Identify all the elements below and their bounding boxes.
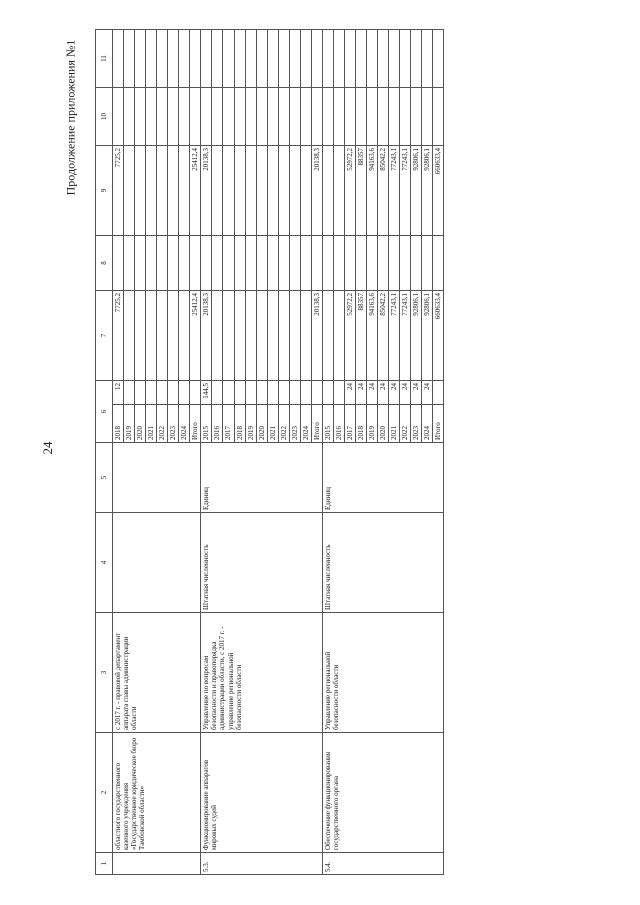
funding-total	[245, 291, 256, 381]
funding-federal	[333, 236, 344, 291]
funding-other	[422, 30, 433, 88]
responsible-executor: с 2017 г. - правовой департамент аппарата главы администрации области	[113, 613, 201, 733]
funding-regional: 660633,4	[433, 146, 444, 236]
year-cell: 2024	[300, 405, 311, 443]
funding-total	[234, 291, 245, 381]
funding-total	[278, 291, 289, 381]
measure-name: Обеспечение функционирования государственного органа	[322, 733, 444, 853]
page-number: 24	[40, 441, 55, 455]
value-cell	[212, 381, 223, 405]
funding-regional	[124, 146, 135, 236]
year-cell: 2024	[179, 405, 190, 443]
funding-local	[245, 88, 256, 146]
funding-federal	[157, 236, 168, 291]
funding-total	[223, 291, 234, 381]
col-header: 4	[96, 513, 113, 613]
value-cell	[278, 381, 289, 405]
funding-regional: 92806,1	[422, 146, 433, 236]
funding-local	[333, 88, 344, 146]
year-cell: 2019	[245, 405, 256, 443]
funding-total: 77243,1	[389, 291, 400, 381]
value-cell	[190, 381, 201, 405]
funding-regional	[289, 146, 300, 236]
funding-total	[135, 291, 146, 381]
funding-other	[289, 30, 300, 88]
col-header: 3	[96, 613, 113, 733]
funding-other	[378, 30, 389, 88]
funding-total	[212, 291, 223, 381]
funding-regional: 7725,2	[113, 146, 124, 236]
indicator-name: Штатная численность	[201, 513, 323, 613]
value-cell	[146, 381, 157, 405]
budget-table	[95, 29, 444, 875]
funding-local	[146, 88, 157, 146]
year-cell: 2015	[322, 405, 333, 443]
value-cell: 24	[389, 381, 400, 405]
table-row	[201, 30, 212, 875]
funding-regional: 52972,2	[344, 146, 355, 236]
funding-total	[289, 291, 300, 381]
value-cell	[300, 381, 311, 405]
funding-local	[422, 88, 433, 146]
funding-local	[124, 88, 135, 146]
year-cell: 2021	[267, 405, 278, 443]
responsible-executor: Управление по вопросам безопасности и правопорядка администрации области, с 2017 г. - управление региональной безопасности области	[201, 613, 323, 733]
funding-other	[389, 30, 400, 88]
funding-federal	[146, 236, 157, 291]
funding-total: 92806,1	[422, 291, 433, 381]
funding-other	[256, 30, 267, 88]
year-cell: 2023	[411, 405, 422, 443]
funding-federal	[389, 236, 400, 291]
funding-federal	[344, 236, 355, 291]
funding-local	[168, 88, 179, 146]
funding-regional	[267, 146, 278, 236]
year-cell: 2021	[146, 405, 157, 443]
funding-federal	[256, 236, 267, 291]
funding-regional	[278, 146, 289, 236]
col-header: 7	[96, 291, 113, 381]
funding-federal	[311, 236, 322, 291]
funding-regional: 94163,6	[367, 146, 378, 236]
funding-local	[356, 88, 367, 146]
funding-federal	[113, 236, 124, 291]
funding-other	[146, 30, 157, 88]
funding-regional: 77243,1	[389, 146, 400, 236]
col-header: 10	[96, 88, 113, 146]
funding-regional: 77243,1	[400, 146, 411, 236]
year-cell: 2017	[223, 405, 234, 443]
funding-total	[124, 291, 135, 381]
year-cell: 2020	[135, 405, 146, 443]
value-cell	[245, 381, 256, 405]
funding-federal	[124, 236, 135, 291]
year-cell: 2023	[168, 405, 179, 443]
funding-regional: 20138,3	[311, 146, 322, 236]
funding-other	[278, 30, 289, 88]
funding-local	[389, 88, 400, 146]
funding-federal	[245, 236, 256, 291]
year-cell: 2022	[157, 405, 168, 443]
funding-total: 85042,2	[378, 291, 389, 381]
row-number	[113, 853, 201, 875]
funding-federal	[367, 236, 378, 291]
value-cell	[311, 381, 322, 405]
funding-regional	[146, 146, 157, 236]
funding-local	[344, 88, 355, 146]
table-row	[113, 30, 124, 875]
funding-regional	[168, 146, 179, 236]
funding-local	[234, 88, 245, 146]
funding-other	[157, 30, 168, 88]
measure-name: областного государственного казенного учреждения «Государственное юридическое бюро Тамбовской области»	[113, 733, 201, 853]
funding-local	[278, 88, 289, 146]
funding-local	[179, 88, 190, 146]
funding-federal	[190, 236, 201, 291]
funding-total	[333, 291, 344, 381]
funding-other	[190, 30, 201, 88]
funding-regional: 85042,2	[378, 146, 389, 236]
year-cell: 2019	[124, 405, 135, 443]
funding-total	[179, 291, 190, 381]
value-cell	[322, 381, 333, 405]
funding-federal	[212, 236, 223, 291]
table-sheet	[95, 30, 610, 875]
unit: Единиц	[201, 443, 323, 513]
funding-regional	[223, 146, 234, 236]
year-cell: 2018	[234, 405, 245, 443]
year-cell: 2018	[356, 405, 367, 443]
funding-other	[344, 30, 355, 88]
annex-caption: Продолжение приложения №1	[63, 39, 78, 196]
funding-total: 52972,2	[344, 291, 355, 381]
funding-regional	[179, 146, 190, 236]
funding-federal	[322, 236, 333, 291]
funding-total: 20138,3	[201, 291, 212, 381]
value-cell	[267, 381, 278, 405]
funding-total: 7725,2	[113, 291, 124, 381]
funding-total	[322, 291, 333, 381]
funding-regional: 92806,1	[411, 146, 422, 236]
funding-total: 92806,1	[411, 291, 422, 381]
funding-local	[256, 88, 267, 146]
year-cell: 2022	[278, 405, 289, 443]
funding-federal	[300, 236, 311, 291]
funding-total	[157, 291, 168, 381]
responsible-executor: Управление региональной безопасности области	[322, 613, 444, 733]
funding-total	[267, 291, 278, 381]
indicator-name: Штатная численность	[322, 513, 444, 613]
funding-other	[267, 30, 278, 88]
funding-other	[234, 30, 245, 88]
funding-local	[433, 88, 444, 146]
value-cell: 24	[378, 381, 389, 405]
funding-federal	[278, 236, 289, 291]
funding-federal	[179, 236, 190, 291]
funding-total: 88357	[356, 291, 367, 381]
funding-regional	[322, 146, 333, 236]
funding-federal	[356, 236, 367, 291]
funding-federal	[267, 236, 278, 291]
funding-other	[367, 30, 378, 88]
year-cell: 2016	[333, 405, 344, 443]
funding-total	[300, 291, 311, 381]
funding-federal	[223, 236, 234, 291]
funding-local	[322, 88, 333, 146]
funding-regional	[157, 146, 168, 236]
year-cell: 2019	[367, 405, 378, 443]
funding-regional	[245, 146, 256, 236]
funding-other	[300, 30, 311, 88]
funding-federal	[168, 236, 179, 291]
funding-other	[179, 30, 190, 88]
funding-other	[168, 30, 179, 88]
funding-local	[135, 88, 146, 146]
year-cell: 2018	[113, 405, 124, 443]
funding-other	[124, 30, 135, 88]
funding-total	[256, 291, 267, 381]
funding-federal	[400, 236, 411, 291]
funding-total: 660633,4	[433, 291, 444, 381]
year-cell: 2024	[422, 405, 433, 443]
funding-local	[289, 88, 300, 146]
funding-total	[168, 291, 179, 381]
table-row	[322, 30, 333, 875]
funding-regional	[333, 146, 344, 236]
funding-regional: 20138,3	[201, 146, 212, 236]
funding-local	[157, 88, 168, 146]
funding-total: 77243,1	[400, 291, 411, 381]
year-cell: Итого	[190, 405, 201, 443]
funding-total: 20138,3	[311, 291, 322, 381]
funding-other	[245, 30, 256, 88]
value-cell: 12	[113, 381, 124, 405]
funding-regional: 88357	[356, 146, 367, 236]
value-cell	[289, 381, 300, 405]
row-number: 5.3.	[201, 853, 323, 875]
value-cell	[124, 381, 135, 405]
value-cell: 24	[422, 381, 433, 405]
funding-local	[300, 88, 311, 146]
year-cell: Итого	[311, 405, 322, 443]
funding-regional	[300, 146, 311, 236]
funding-local	[212, 88, 223, 146]
funding-federal	[378, 236, 389, 291]
funding-regional: 25412,4	[190, 146, 201, 236]
funding-other	[356, 30, 367, 88]
funding-other	[433, 30, 444, 88]
funding-total	[146, 291, 157, 381]
funding-federal	[411, 236, 422, 291]
funding-other	[201, 30, 212, 88]
funding-local	[378, 88, 389, 146]
funding-local	[190, 88, 201, 146]
value-cell	[333, 381, 344, 405]
year-cell: Итого	[433, 405, 444, 443]
unit: Единиц	[322, 443, 444, 513]
funding-federal	[289, 236, 300, 291]
indicator-name	[113, 513, 201, 613]
row-number: 5.4.	[322, 853, 444, 875]
funding-other	[322, 30, 333, 88]
value-cell	[179, 381, 190, 405]
header-row	[96, 30, 113, 875]
value-cell	[223, 381, 234, 405]
funding-other	[411, 30, 422, 88]
year-cell: 2023	[289, 405, 300, 443]
year-cell: 2016	[212, 405, 223, 443]
value-cell: 24	[344, 381, 355, 405]
col-header: 9	[96, 146, 113, 236]
funding-local	[267, 88, 278, 146]
col-header: 1	[96, 853, 113, 875]
funding-federal	[433, 236, 444, 291]
funding-local	[367, 88, 378, 146]
col-header: 5	[96, 443, 113, 513]
funding-local	[223, 88, 234, 146]
value-cell: 24	[400, 381, 411, 405]
funding-total: 25412,4	[190, 291, 201, 381]
value-cell	[433, 381, 444, 405]
funding-regional	[135, 146, 146, 236]
funding-local	[311, 88, 322, 146]
funding-local	[201, 88, 212, 146]
funding-other	[400, 30, 411, 88]
col-header: 6	[96, 381, 113, 443]
value-cell	[157, 381, 168, 405]
funding-federal	[234, 236, 245, 291]
funding-other	[135, 30, 146, 88]
funding-local	[113, 88, 124, 146]
col-header: 11	[96, 30, 113, 88]
value-cell	[234, 381, 245, 405]
col-header: 8	[96, 236, 113, 291]
funding-other	[311, 30, 322, 88]
funding-other	[113, 30, 124, 88]
funding-other	[333, 30, 344, 88]
year-cell: 2022	[400, 405, 411, 443]
measure-name: Функционирование аппаратов мировых судей	[201, 733, 323, 853]
funding-other	[223, 30, 234, 88]
funding-local	[400, 88, 411, 146]
value-cell: 24	[356, 381, 367, 405]
funding-federal	[201, 236, 212, 291]
value-cell	[256, 381, 267, 405]
value-cell: 24	[411, 381, 422, 405]
funding-total: 94163,6	[367, 291, 378, 381]
value-cell: 24	[367, 381, 378, 405]
funding-regional	[234, 146, 245, 236]
funding-federal	[422, 236, 433, 291]
year-cell: 2017	[344, 405, 355, 443]
value-cell	[135, 381, 146, 405]
funding-other	[212, 30, 223, 88]
col-header: 2	[96, 733, 113, 853]
funding-local	[411, 88, 422, 146]
funding-regional	[256, 146, 267, 236]
year-cell: 2015	[201, 405, 212, 443]
value-cell	[168, 381, 179, 405]
funding-federal	[135, 236, 146, 291]
year-cell: 2021	[389, 405, 400, 443]
year-cell: 2020	[378, 405, 389, 443]
value-cell: 144,5	[201, 381, 212, 405]
year-cell: 2020	[256, 405, 267, 443]
funding-regional	[212, 146, 223, 236]
unit	[113, 443, 201, 513]
